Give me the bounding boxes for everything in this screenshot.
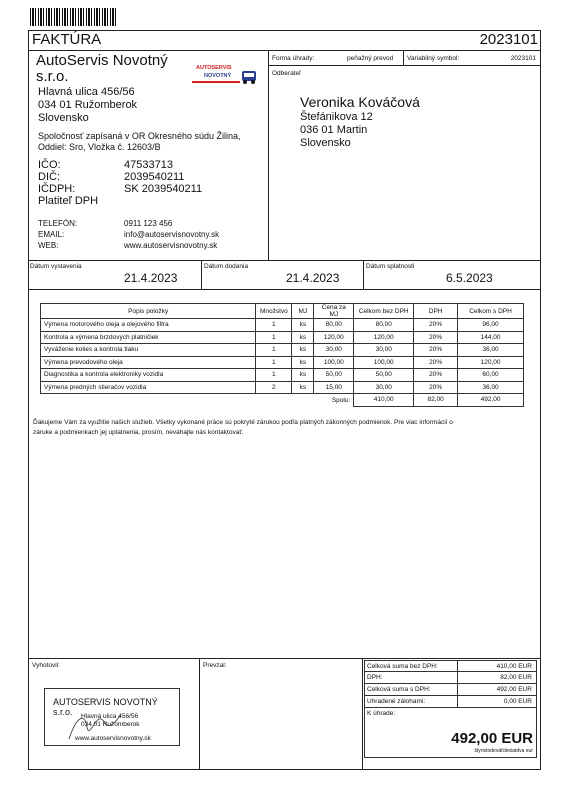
summary-vat: 82,00 EUR (500, 674, 532, 681)
item-vat: 20% (414, 319, 458, 332)
divider (362, 658, 363, 770)
summary-to-pay-box (364, 708, 537, 758)
supplier-name-line2: s.r.o. (36, 68, 69, 85)
invoice-title: FAKTÚRA (32, 31, 102, 48)
divider (363, 260, 364, 289)
divider (268, 65, 541, 66)
item-gross-total: 36,00 (458, 344, 524, 357)
item-description: Výmena predných stieračov vozidla (41, 381, 256, 394)
column-header: Cena za MJ (314, 304, 354, 319)
ico-label: IČO: (38, 159, 61, 171)
summary-gross: 492,00 EUR (496, 686, 532, 693)
company-stamp (44, 688, 180, 746)
company-logo (192, 63, 262, 93)
item-unit-price: 15,00 (314, 381, 354, 394)
customer-city: 036 01 Martin (300, 124, 368, 136)
item-vat: 20% (414, 344, 458, 357)
item-gross-total: 120,00 (458, 356, 524, 369)
item-description: Kontrola a výmena brzdových platničiek (41, 331, 256, 344)
item-unit-price: 100,00 (314, 356, 354, 369)
item-unit-price: 50,00 (314, 369, 354, 382)
to-pay-in-words: štyristodeväťdesiatdva eur (474, 748, 533, 754)
item-net-total: 30,00 (354, 381, 414, 394)
column-header: Celkom s DPH (458, 304, 524, 319)
divider (457, 672, 458, 683)
summary-gross-label: Celková suma s DPH: (367, 686, 431, 693)
variable-symbol: 2023101 (510, 55, 536, 62)
divider (457, 661, 458, 672)
email-link[interactable]: info@autoservisnovotny.sk (124, 230, 220, 239)
item-unit: ks (292, 356, 314, 369)
item-unit: ks (292, 344, 314, 357)
supplier-country: Slovensko (38, 112, 89, 124)
column-header: MJ (292, 304, 314, 319)
item-unit: ks (292, 331, 314, 344)
summary-row (364, 696, 537, 708)
item-unit: ks (292, 369, 314, 382)
item-description: Diagnostika a kontrola elektroniky vozidla (41, 369, 256, 382)
supplier-address (38, 86, 137, 125)
issue-date: 21.4.2023 (124, 271, 178, 285)
item-description: Výmena motorového oleja a olejového filtra (41, 319, 256, 332)
summary-table (364, 660, 537, 758)
summary-vat-label: DPH: (367, 674, 383, 681)
customer-label: Odberateľ (272, 70, 301, 77)
issue-date-label: Dátum vystavenia (30, 263, 82, 270)
table-row (41, 356, 524, 369)
divider (403, 50, 404, 65)
column-header: Množstvo (256, 304, 292, 319)
note-line: záruke a podmienkach jej uplatnenia, prosím, neváhajte nás kontaktovať. (33, 429, 244, 436)
email-label: EMAIL: (38, 230, 65, 239)
item-quantity: 1 (256, 344, 292, 357)
divider (199, 658, 200, 770)
barcode (30, 8, 118, 26)
item-net-total: 50,00 (354, 369, 414, 382)
item-unit-price: 30,00 (314, 344, 354, 357)
item-gross-total: 96,00 (458, 319, 524, 332)
item-gross-total: 36,00 (458, 381, 524, 394)
due-date: 6.5.2023 (446, 271, 493, 285)
supplier-street: Hlavná ulica 456/56 (38, 86, 135, 98)
item-description: Vyváženie kolies a kontrola tlaku (41, 344, 256, 357)
signature-icon (65, 709, 125, 745)
divider (28, 50, 541, 51)
logo-line1: AUTOSERVIS (196, 65, 232, 71)
item-net-total: 80,00 (354, 319, 414, 332)
total-net: 410,00 (354, 394, 414, 407)
customer-street: Štefánikova 12 (300, 111, 373, 123)
stamp-city: 034 01 Ružomberok (81, 721, 140, 728)
table-row (41, 369, 524, 382)
table-row (41, 319, 524, 332)
summary-net-label: Celková suma bez DPH: (367, 663, 438, 670)
item-vat: 20% (414, 369, 458, 382)
web-label: WEB: (38, 241, 59, 250)
supplier-contacts (38, 218, 219, 251)
item-vat: 20% (414, 381, 458, 394)
to-pay-label: K úhrade: (367, 710, 396, 717)
divider (268, 50, 269, 260)
customer-country: Slovensko (300, 137, 351, 149)
item-unit: ks (292, 381, 314, 394)
stamp-web: www.autoservisnovotny.sk (75, 735, 151, 742)
divider (457, 696, 458, 707)
registration-line: Spoločnosť zapísaná v OR Okresného súdu Žilina, (38, 131, 241, 141)
divider (28, 260, 541, 261)
delivery-date-label: Dátum dodania (204, 263, 249, 270)
payment-method-label: Forma úhrady: (272, 55, 315, 62)
variable-symbol-label: Variabilný symbol: (407, 55, 460, 62)
to-pay-amount: 492,00 EUR (451, 730, 533, 747)
item-net-total: 100,00 (354, 356, 414, 369)
icdph-label: IČDPH: (38, 183, 76, 195)
stamp-name: AUTOSERVIS NOVOTNÝ s.r.o. (53, 697, 158, 717)
registration-line: Oddiel: Sro, Vložka č. 12603/B (38, 142, 161, 152)
supplier-city: 034 01 Ružomberok (38, 99, 138, 111)
item-unit-price: 120,00 (314, 331, 354, 344)
divider (28, 289, 541, 290)
item-unit-price: 80,00 (314, 319, 354, 332)
divider (28, 658, 541, 659)
total-vat: 82,00 (414, 394, 458, 407)
issued-by-label: Vyhotovil: (32, 662, 60, 669)
item-net-total: 30,00 (354, 344, 414, 357)
invoice-number: 2023101 (479, 31, 538, 48)
item-gross-total: 144,00 (458, 331, 524, 344)
icdph-value: SK 2039540211 (124, 183, 203, 195)
thank-you-note (33, 418, 538, 438)
summary-row (364, 672, 537, 684)
table-row (41, 331, 524, 344)
items-table (40, 303, 524, 407)
customer-address (300, 111, 373, 150)
divider (457, 684, 458, 695)
note-line: Ďakujeme Vám za využitie našich služieb. Všetky vykonané práce sú pokryté zárukou podľa platných zákonných podmienok. Pre viac informácií o (33, 419, 453, 426)
column-header: Popis položky (41, 304, 256, 319)
item-net-total: 120,00 (354, 331, 414, 344)
logo-line2: NOVOTNÝ (204, 73, 232, 79)
car-icon (240, 67, 258, 87)
vat-payer: Platiteľ DPH (38, 195, 99, 207)
item-quantity: 1 (256, 331, 292, 344)
received-by-label: Prevzal: (203, 662, 227, 669)
item-quantity: 1 (256, 319, 292, 332)
web-link[interactable]: www.autoservisnovotny.sk (124, 241, 218, 250)
stamp-street: Hlavná ulica 456/56 (81, 713, 139, 720)
items-header-row (41, 304, 524, 319)
customer-name: Veronika Kováčová (300, 94, 420, 110)
summary-advances: 0,00 EUR (503, 698, 532, 705)
item-description: Výmena prevodového oleja (41, 356, 256, 369)
total-gross: 492,00 (458, 394, 524, 407)
divider (201, 260, 202, 289)
item-quantity: 2 (256, 381, 292, 394)
ico-value: 47533713 (124, 159, 173, 171)
item-vat: 20% (414, 331, 458, 344)
table-row (41, 381, 524, 394)
supplier-name-line1: AutoServis Novotný (36, 52, 168, 69)
logo-stripe (192, 81, 240, 83)
dic-value: 2039540211 (124, 171, 185, 183)
item-quantity: 1 (256, 369, 292, 382)
totals-row (41, 394, 524, 407)
item-gross-total: 60,00 (458, 369, 524, 382)
dic-label: DIČ: (38, 171, 60, 183)
summary-row (364, 684, 537, 696)
supplier-registration (38, 131, 240, 153)
item-quantity: 1 (256, 356, 292, 369)
due-date-label: Dátum splatnosti (366, 263, 415, 270)
delivery-date: 21.4.2023 (286, 271, 340, 285)
payment-method: peňažný prevod (347, 55, 394, 62)
table-row (41, 344, 524, 357)
summary-net: 410,00 EUR (496, 663, 532, 670)
phone-label: TELEFÓN: (38, 219, 78, 228)
item-vat: 20% (414, 356, 458, 369)
item-unit: ks (292, 319, 314, 332)
supplier-ids (38, 159, 202, 207)
summary-advances-label: Uhradené zálohami: (367, 698, 426, 705)
column-header: DPH (414, 304, 458, 319)
summary-row (364, 660, 537, 672)
supplier-name (36, 53, 168, 85)
column-header: Celkom bez DPH (354, 304, 414, 319)
total-label: Spolu: (41, 394, 354, 407)
phone-value: 0911 123 456 (124, 219, 173, 228)
